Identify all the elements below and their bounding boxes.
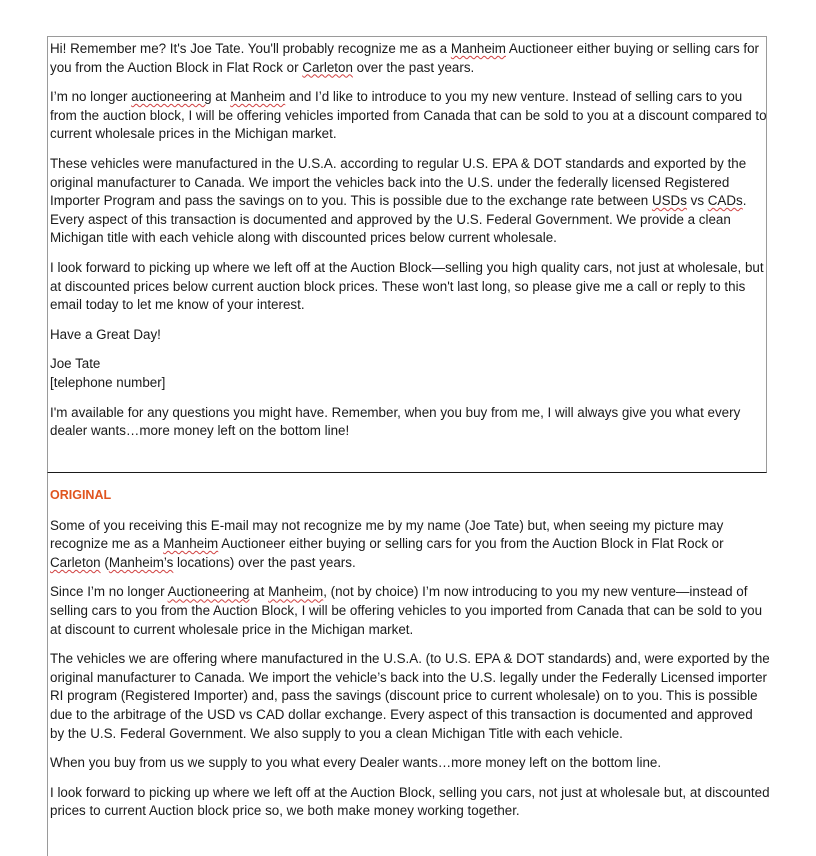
spelling-flag[interactable]: USDs [651, 193, 687, 209]
signature-name: Joe Tate [50, 356, 101, 372]
spelling-flag[interactable]: Auctioneering [167, 584, 250, 600]
spelling-flag[interactable]: Carleton [302, 59, 353, 75]
new-email-paragraph-6: I'm available for any questions you might have. Remember, when you buy from me, I will always give you what every dealer wants…more money left on the bottom line! [50, 404, 741, 439]
signature-phone: [telephone number] [50, 374, 166, 390]
new-email-paragraph-1: Hi! Remember me? It's Joe Tate. You'll probably recognize me as a Manheim Auctioneer either buying or selling cars for you from the Auction Block in Flat Rock or Carleton over the past years. [50, 41, 759, 75]
original-paragraph-4: When you buy from us we supply to you what every Dealer wants…more money left on the bottom line. [50, 755, 662, 771]
original-heading: ORIGINAL [50, 488, 112, 502]
spelling-flag[interactable]: auctioneering [131, 89, 212, 105]
spelling-flag[interactable]: Manheim [230, 89, 286, 105]
spelling-flag[interactable]: Manheim’s [108, 554, 174, 570]
spelling-flag[interactable]: Carleton [50, 554, 101, 570]
new-email-paragraph-2: I’m no longer auctioneering at Manheim and I’d like to introduce to you my new venture. Instead of selling cars to you from the auction block, I will be offering vehicles imported from Canada that can be sold to you at a discount compared to current wholesale prices in the Michigan market. [50, 89, 767, 142]
new-email-paragraph-4: I look forward to picking up where we left off at the Auction Block—selling you high quality cars, not just at wholesale, but at discounted prices below current auction block prices. These won't last long, so please give me a call or reply to this email today to let me know of your interest. [50, 259, 764, 313]
new-email-section [50, 40, 770, 452]
original-paragraph-2: Since I’m no longer Auctioneering at Manheim, (not by choice) I’m now introducing to you my new venture—instead of selling cars to you from the Auction Block, I will be offering vehicles to you imported from Canada that can be sold to you at discount to current wholesale price in the Michigan market. [50, 584, 763, 637]
original-paragraph-1: Some of you receiving this E-mail may not recognize me by my name (Joe Tate) but, when seeing my picture may recognize me as a Manheim Auctioneer either buying or selling cars for you from the Auction Block in Flat Rock or Carleton (Manheim’s locations) over the past years. [50, 517, 724, 570]
new-email-paragraph-3: These vehicles were manufactured in the U.S.A. according to regular U.S. EPA & DOT standards and exported by the original manufacturer to Canada. We import the vehicles back into the U.S. under the federally licensed Registered Importer Program and pass the savings on to you. This is possible due to the exchange rate between USDs vs CADs. Every aspect of this transaction is documented and approved by the U.S. Federal Government. We provide a clean Michigan title with each vehicle along with discounted prices below current wholesale. [50, 155, 747, 246]
spelling-flag[interactable]: Manheim [450, 41, 506, 56]
new-email-closing: Have a Great Day! [50, 326, 161, 342]
original-paragraph-3: The vehicles we are offering where manufactured in the U.S.A. (to U.S. EPA & DOT standards) and, were exported by the original manufacturer to Canada. We import the vehicle’s back into the U.S. legally under the Federally Licensed importer RI program (Registered Importer) and, pass the savings (discount price to current wholesale) on to you. This is possible due to the arbitrage of the USD vs CAD dollar exchange. Every aspect of this transaction is documented and approved by the U.S. Federal Government. We also supply to you a clean Michigan Title with each vehicle. [50, 651, 770, 741]
original-paragraph-5: I look forward to picking up where we left off at the Auction Block, selling you cars, not just at wholesale but, at discounted prices to current Auction block price so, we both make money working together. [50, 784, 770, 819]
spelling-flag[interactable]: Manheim [268, 584, 324, 600]
spelling-flag[interactable]: CADs [707, 193, 743, 209]
signature-block [50, 355, 770, 392]
spelling-flag[interactable]: Manheim [163, 536, 219, 552]
original-email-section [50, 486, 770, 832]
